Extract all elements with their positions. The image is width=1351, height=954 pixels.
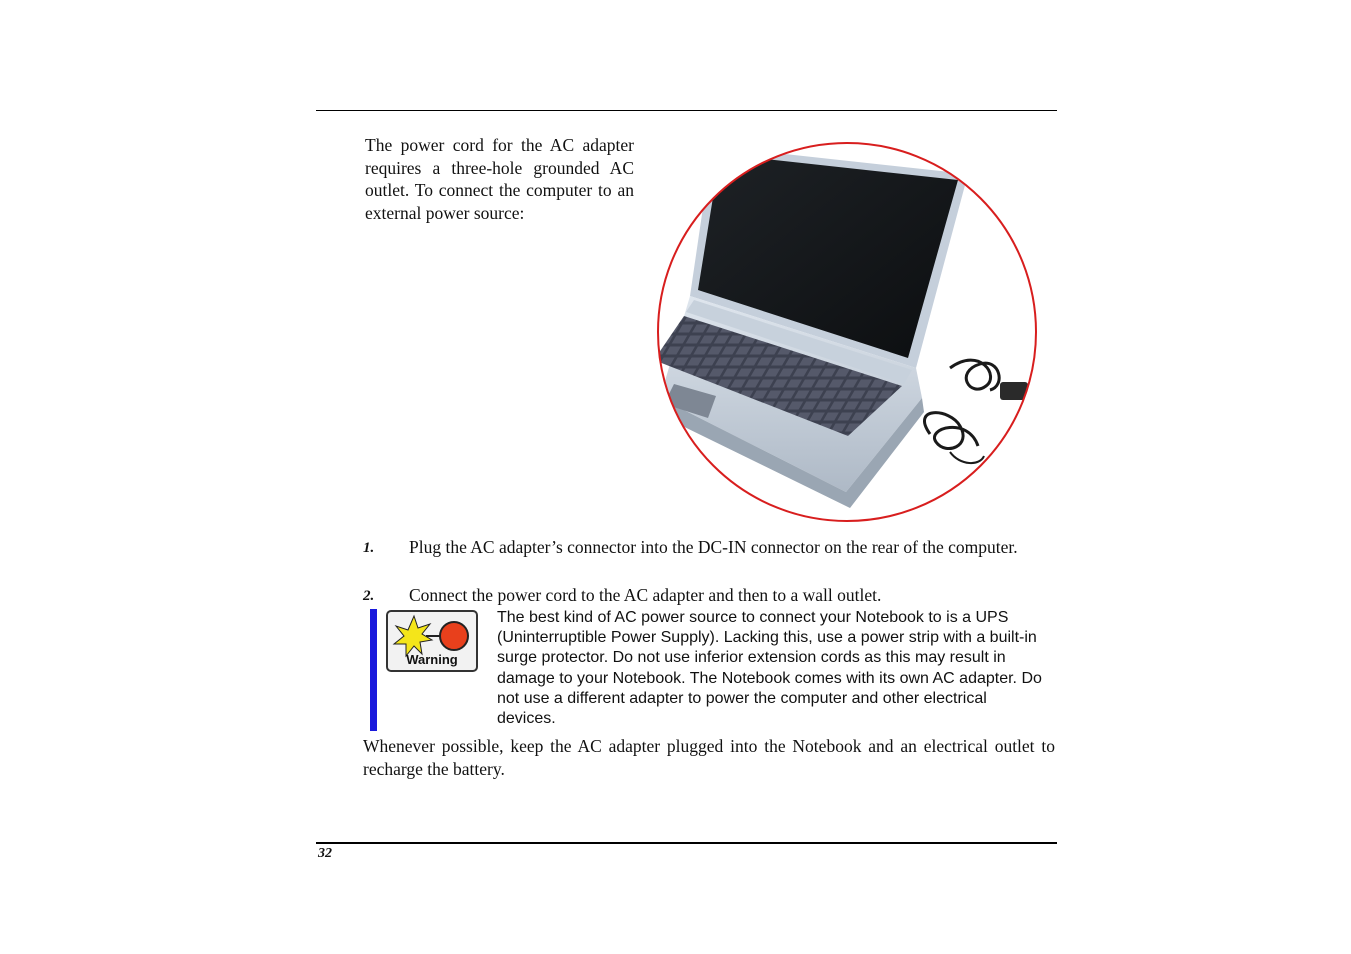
- top-rule: [316, 110, 1057, 111]
- warning-text: The best kind of AC power source to connect your Notebook to is a UPS (Uninterruptible Power Supply). Lacking this, use a power strip with a built-in surge protector. Do not use inferior extension cords as this may result in damage to your Notebook. The Notebook comes with its own AC adapter. Do not use a different adapter to power the computer and other electrical devices.: [497, 609, 1042, 728]
- step-2: [363, 584, 1043, 608]
- page-number: 32: [318, 846, 332, 861]
- step-text: Plug the AC adapter’s connector into the DC-IN connector on the rear of the computer.: [409, 537, 1018, 557]
- step-1: [363, 536, 1043, 582]
- warning-accent-bar: [370, 609, 377, 731]
- warning-icon: [386, 610, 478, 672]
- closing-paragraph: Whenever possible, keep the AC adapter plugged into the Notebook and an electrical outlet to recharge the battery.: [363, 736, 1055, 779]
- intro-paragraph: The power cord for the AC adapter requires a three-hole grounded AC outlet. To connect the computer to an external power source:: [365, 135, 634, 223]
- laptop-illustration: [650, 136, 1044, 528]
- step-number: 2.: [363, 588, 375, 604]
- step-text: Connect the power cord to the AC adapter and then to a wall outlet.: [409, 585, 882, 605]
- step-number: 1.: [363, 540, 375, 556]
- warning-icon-label: Warning: [406, 652, 458, 667]
- bottom-rule: [316, 842, 1057, 844]
